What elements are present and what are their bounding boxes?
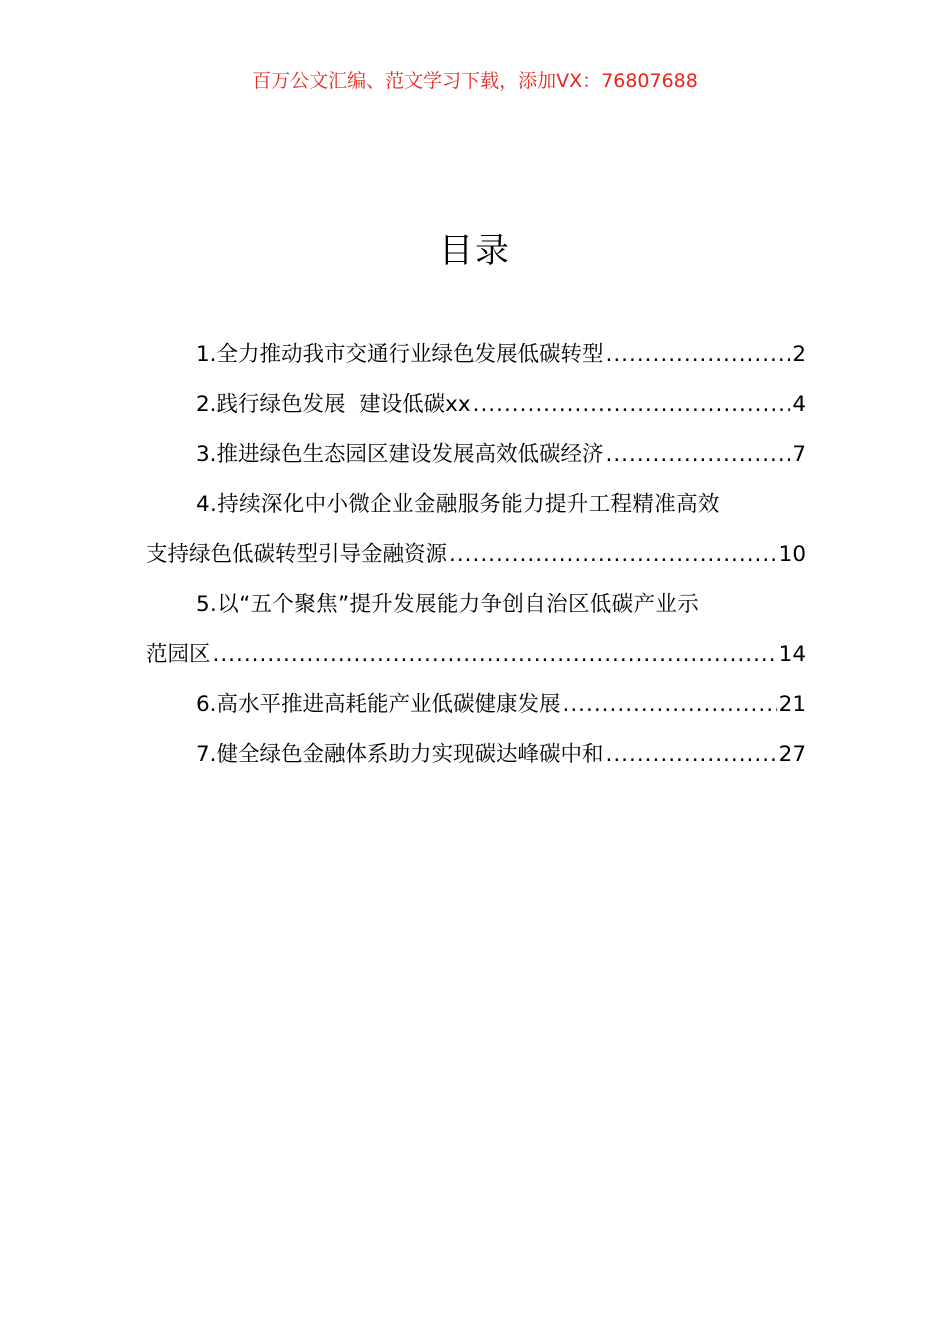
toc-entry-1[interactable] bbox=[146, 330, 806, 380]
toc-leader-dots bbox=[606, 430, 791, 480]
toc-entry-3[interactable] bbox=[146, 430, 806, 480]
toc-leader-dots bbox=[606, 730, 777, 780]
toc-leader-dots bbox=[449, 530, 777, 580]
toc-leader-dots bbox=[563, 680, 777, 730]
toc-entry-title-continued: 支持绿色低碳转型引导金融资源 bbox=[146, 542, 448, 567]
toc-entry-2[interactable] bbox=[146, 380, 806, 430]
toc-entry-4[interactable] bbox=[146, 480, 806, 580]
toc-entry-title: 6.高水平推进高耗能产业低碳健康发展 bbox=[196, 692, 561, 717]
toc-leader-dots bbox=[213, 630, 777, 680]
toc-entry-title-continued: 范园区 bbox=[146, 642, 211, 667]
toc-entry-title: 4.持续深化中小微企业金融服务能力提升工程精准高效 bbox=[196, 492, 720, 517]
toc-page-number: 2 bbox=[792, 342, 806, 367]
toc-entry-title-line1 bbox=[146, 580, 806, 630]
toc-page-number: 10 bbox=[778, 542, 806, 567]
toc-entry-title-line2 bbox=[146, 630, 806, 680]
header-note: 百万公文汇编、范文学习下载，添加VX：76807688 bbox=[252, 70, 698, 92]
toc-entry-title-line1 bbox=[146, 480, 806, 530]
toc-entry-5[interactable] bbox=[146, 580, 806, 680]
toc-page-number: 7 bbox=[792, 442, 806, 467]
toc-entry-6[interactable] bbox=[146, 680, 806, 730]
toc-page-number: 14 bbox=[778, 642, 806, 667]
toc-entry-7[interactable] bbox=[146, 730, 806, 780]
toc-leader-dots bbox=[606, 330, 791, 380]
toc-page-number: 21 bbox=[778, 692, 806, 717]
toc-entry-title: 2.践行绿色发展 建设低碳xx bbox=[196, 392, 471, 417]
table-of-contents bbox=[146, 330, 806, 780]
toc-entry-title: 7.健全绿色金融体系助力实现碳达峰碳中和 bbox=[196, 742, 604, 767]
toc-entry-title: 5.以“五个聚焦”提升发展能力争创自治区低碳产业示 bbox=[196, 592, 700, 617]
toc-entry-title: 3.推进绿色生态园区建设发展高效低碳经济 bbox=[196, 442, 604, 467]
page-title: 目录 bbox=[439, 231, 511, 271]
toc-entry-title-line2 bbox=[146, 530, 806, 580]
toc-leader-dots bbox=[473, 380, 791, 430]
toc-entry-title: 1.全力推动我市交通行业绿色发展低碳转型 bbox=[196, 342, 604, 367]
toc-page-number: 27 bbox=[778, 742, 806, 767]
toc-page-number: 4 bbox=[792, 392, 806, 417]
